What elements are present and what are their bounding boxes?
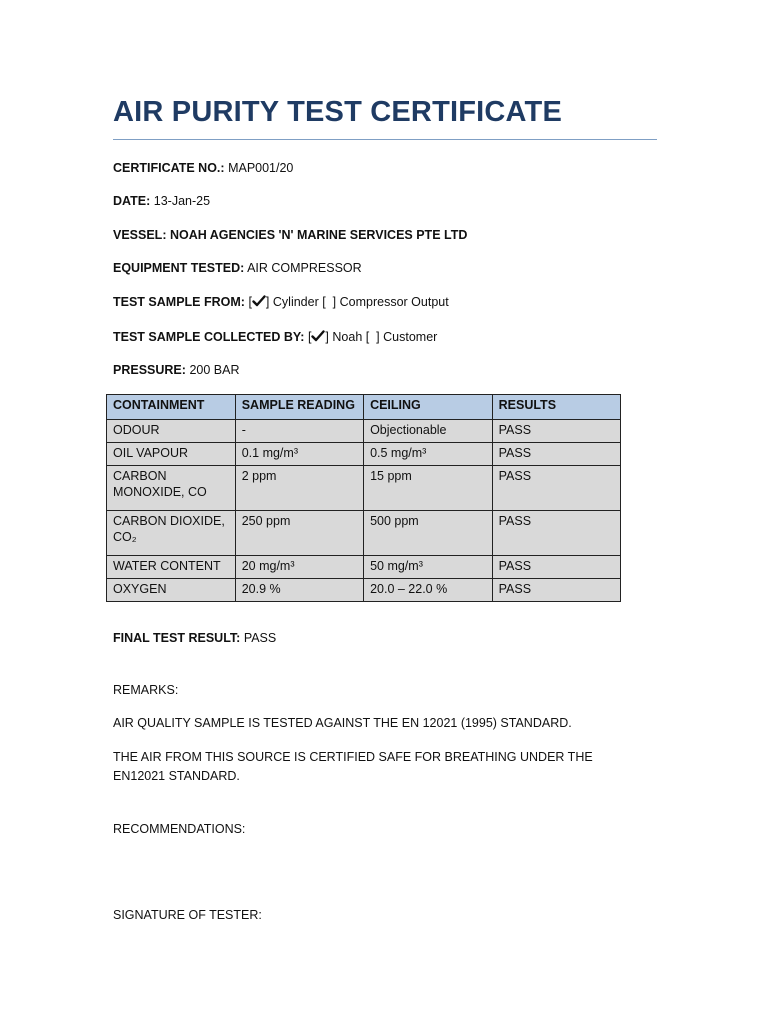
cell-ceiling: 20.0 – 22.0 % [364,579,493,602]
colon: : [300,330,305,344]
date-label: DATE [113,194,147,208]
test-sample-from-label: TEST SAMPLE FROM [113,295,241,309]
final-result-value: PASS [243,631,277,645]
checkbox-customer[interactable]: [ ] [365,330,380,344]
date-value: 13-Jan-25 [153,194,211,208]
page-title: AIR PURITY TEST CERTIFICATE [113,96,563,128]
cell-containment: OXYGEN [107,579,236,602]
header-results: RESULTS [492,395,620,420]
cell-containment: OIL VAPOUR [107,443,236,466]
header-containment: CONTAINMENT [107,395,236,420]
option-cylinder-label: Cylinder [272,295,319,309]
cell-result: PASS [492,420,620,443]
cell-ceiling: 500 ppm [364,511,493,556]
option-customer-label: Customer [383,330,438,344]
equipment-tested-label: EQUIPMENT TESTED [113,261,241,275]
final-result-field [113,630,276,646]
cell-containment: CARBON DIOXIDE, CO₂ [107,511,236,556]
cell-ceiling: 0.5 mg/m³ [364,443,493,466]
header-ceiling: CEILING [364,395,493,420]
cell-containment: ODOUR [107,420,236,443]
table-row [107,420,621,443]
pressure-label: PRESSURE [113,363,182,377]
checkbox-noah[interactable]: [ ] [307,330,329,344]
cell-result: PASS [492,556,620,579]
date-field [113,193,210,209]
test-sample-collected-by-field [113,329,437,345]
colon: : [240,295,245,309]
colon: : [146,194,151,208]
final-result-label: FINAL TEST RESULT [113,631,237,645]
checkmark-icon [252,295,266,307]
equipment-tested-value: AIR COMPRESSOR [247,261,362,275]
title-divider [113,139,657,140]
colon: : [220,161,225,175]
table-row [107,511,621,556]
header-sample-reading: SAMPLE READING [235,395,363,420]
cell-sample-reading: 250 ppm [235,511,363,556]
colon: : [240,261,245,275]
test-sample-collected-by-label: TEST SAMPLE COLLECTED BY [113,330,301,344]
cell-sample-reading: - [235,420,363,443]
table-header-row [107,395,621,420]
vessel-label: VESSEL: NOAH AGENCIES 'N' MARINE SERVICES PTE LTD [113,228,468,242]
colon: : [181,363,186,377]
checkmark-icon [311,330,325,342]
cell-result: PASS [492,579,620,602]
remarks-line-1: AIR QUALITY SAMPLE IS TESTED AGAINST THE EN 12021 (1995) STANDARD. [113,716,572,730]
cell-result: PASS [492,466,620,511]
recommendations-label: RECOMMENDATIONS: [113,822,246,836]
cell-sample-reading: 2 ppm [235,466,363,511]
cell-sample-reading: 0.1 mg/m³ [235,443,363,466]
pressure-value: 200 BAR [189,363,240,377]
cell-containment: WATER CONTENT [107,556,236,579]
vessel-field [113,227,467,243]
checkbox-compressor-output[interactable]: [ ] [322,295,337,309]
cell-sample-reading: 20.9 % [235,579,363,602]
cell-ceiling: Objectionable [364,420,493,443]
certificate-no-label: CERTIFICATE NO. [113,161,221,175]
cell-ceiling: 15 ppm [364,466,493,511]
remarks-line-2: THE AIR FROM THIS SOURCE IS CERTIFIED SAFE FOR BREATHING UNDER THE EN12021 STANDARD. [113,750,593,783]
certificate-no-value: MAP001/20 [228,161,294,175]
cell-containment: CARBON MONOXIDE, CO [107,466,236,511]
table-row [107,556,621,579]
equipment-tested-field [113,260,362,276]
cell-result: PASS [492,511,620,556]
cell-ceiling: 50 mg/m³ [364,556,493,579]
certificate-no-field [113,160,293,176]
remarks-label: REMARKS: [113,683,179,697]
test-sample-from-field [113,294,449,310]
table-row [107,466,621,511]
colon: : [236,631,241,645]
results-table [106,394,621,602]
table-row [107,579,621,602]
option-compressor-output-label: Compressor Output [339,295,449,309]
cell-result: PASS [492,443,620,466]
checkbox-cylinder[interactable]: [ ] [248,295,270,309]
pressure-field [113,362,239,378]
option-noah-label: Noah [332,330,363,344]
signature-label: SIGNATURE OF TESTER: [113,908,262,922]
table-row [107,443,621,466]
cell-sample-reading: 20 mg/m³ [235,556,363,579]
